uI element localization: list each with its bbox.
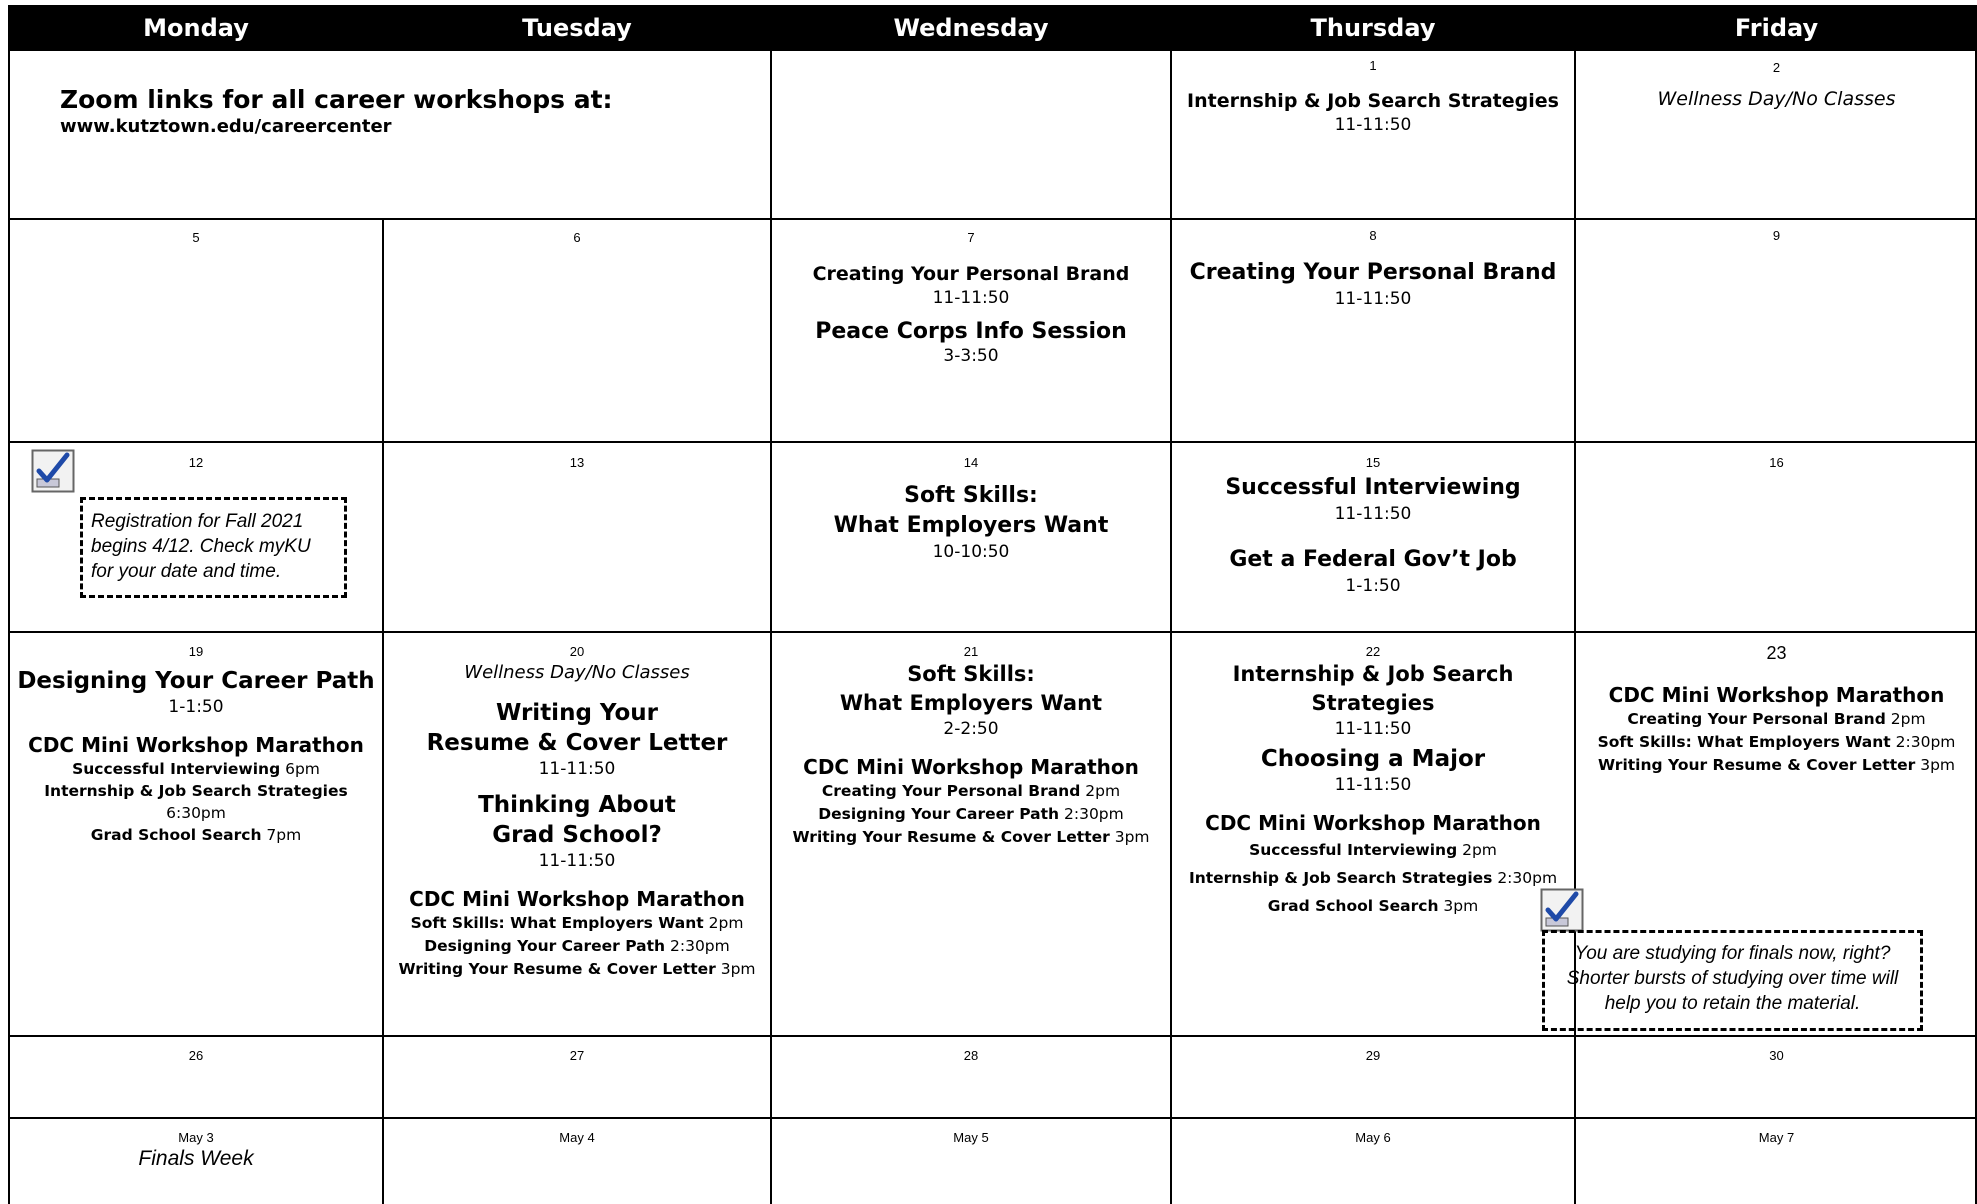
day-number: 8 <box>1369 228 1377 243</box>
day-number: 30 <box>1769 1048 1784 1063</box>
event-title: Internship & Job Search Strategies <box>1187 90 1559 112</box>
header-monday: Monday <box>143 14 249 42</box>
zoom-url[interactable]: www.kutztown.edu/careercenter <box>60 116 392 137</box>
event-time: 11-11:50 <box>1334 775 1412 795</box>
event-title: Designing Your Career Path <box>17 668 375 694</box>
event-title: Internship & Job Search Strategies <box>1232 662 1514 715</box>
day-note: Wellness Day/No Classes <box>464 662 690 683</box>
header-thursday: Thursday <box>1310 14 1436 42</box>
day-number: 29 <box>1365 1048 1381 1063</box>
marathon-item: Internship & Job Search Strategies <box>44 782 348 800</box>
marathon-title: CDC Mini Workshop Marathon <box>1205 811 1541 835</box>
event-title: Soft Skills: <box>907 662 1035 686</box>
event-title: Creating Your Personal Brand <box>812 263 1130 285</box>
event-title: What Employers Want <box>833 513 1109 538</box>
marathon-item: Writing Your Resume & Cover Letter 3pm <box>792 828 1150 846</box>
marathon-item: Writing Your Resume & Cover Letter 3pm <box>1597 756 1956 774</box>
day-cell-1 <box>1172 58 1574 218</box>
day-number: 28 <box>963 1048 979 1063</box>
event-title: Choosing a Major <box>1260 746 1486 772</box>
event-time: 11-11:50 <box>1334 289 1412 309</box>
marathon-title: CDC Mini Workshop Marathon <box>1608 683 1945 707</box>
day-number: 7 <box>967 230 975 245</box>
event-title: Writing Your <box>496 700 658 726</box>
day-cell-2 <box>1576 58 1977 218</box>
event-title: Resume & Cover Letter <box>426 730 728 756</box>
day-cell-may-5 <box>772 1130 1170 1204</box>
marathon-item: Writing Your Resume & Cover Letter 3pm <box>398 960 756 978</box>
day-number: May 4 <box>559 1130 595 1145</box>
event-time: 11-11:50 <box>538 851 616 871</box>
event-title: What Employers Want <box>839 691 1103 715</box>
day-number: 1 <box>1369 58 1377 73</box>
finals-study-note: You are studying for finals now, right? Shorter bursts of studying over time will help you to retain the material. <box>1542 930 1923 1031</box>
header-friday: Friday <box>1734 14 1819 42</box>
day-cell-12 <box>10 455 382 471</box>
event-time: 10-10:50 <box>932 542 1010 562</box>
event-time: 11-11:50 <box>1334 504 1412 524</box>
marathon-item: Soft Skills: What Employers Want 2:30pm <box>1597 733 1956 751</box>
marathon-item: Successful Interviewing 6pm <box>72 760 320 778</box>
event-title: Peace Corps Info Session <box>815 319 1127 344</box>
marathon-item: Designing Your Career Path 2:30pm <box>424 937 730 955</box>
day-cell-may-4 <box>384 1130 770 1204</box>
day-number: 5 <box>192 230 200 245</box>
marathon-title: CDC Mini Workshop Marathon <box>803 755 1139 779</box>
header-wednesday: Wednesday <box>893 14 1049 42</box>
marathon-item: Creating Your Personal Brand 2pm <box>821 782 1121 800</box>
day-number: 23 <box>1766 643 1787 663</box>
day-number: 6 <box>573 230 581 245</box>
event-time: 1-1:50 <box>1345 576 1401 596</box>
day-cell-may-7 <box>1576 1130 1977 1204</box>
marathon-item-time: 6:30pm <box>166 804 226 822</box>
event-time: 3-3:50 <box>943 346 999 366</box>
day-number: 22 <box>1365 644 1381 659</box>
day-number: 19 <box>188 644 204 659</box>
day-cell-may-6 <box>1172 1130 1574 1204</box>
event-time: 11-11:50 <box>1334 115 1412 135</box>
day-note: Finals Week <box>138 1147 254 1170</box>
day-number: 9 <box>1772 228 1781 243</box>
day-number: 14 <box>963 455 979 470</box>
day-number: 27 <box>569 1048 585 1063</box>
day-number: 15 <box>1365 455 1381 470</box>
day-number: 12 <box>188 455 204 470</box>
event-time: 11-11:50 <box>538 759 616 779</box>
day-number: May 7 <box>1758 1130 1795 1145</box>
event-title: Grad School? <box>492 822 662 848</box>
day-note: Wellness Day/No Classes <box>1657 88 1896 110</box>
marathon-title: CDC Mini Workshop Marathon <box>28 733 364 757</box>
event-title: Successful Interviewing <box>1225 475 1521 500</box>
event-time: 11-11:50 <box>932 288 1010 308</box>
day-number: May 5 <box>953 1130 989 1145</box>
row-divider <box>10 218 1977 220</box>
checkmark-icon <box>1540 888 1584 932</box>
event-title: Thinking About <box>478 792 676 818</box>
marathon-title: CDC Mini Workshop Marathon <box>409 887 745 911</box>
day-number: 21 <box>963 644 979 659</box>
day-number: 26 <box>188 1048 204 1063</box>
day-number: 13 <box>569 455 585 470</box>
event-time: 11-11:50 <box>1334 719 1412 739</box>
day-number: 20 <box>569 644 585 659</box>
event-title: Soft Skills: <box>904 483 1038 508</box>
zoom-title: Zoom links for all career workshops at: <box>60 85 613 114</box>
day-number: 16 <box>1769 455 1784 470</box>
header-tuesday: Tuesday <box>522 14 632 42</box>
day-number: May 6 <box>1355 1130 1391 1145</box>
marathon-item: Grad School Search 7pm <box>90 826 302 844</box>
event-time: 1-1:50 <box>168 697 224 717</box>
marathon-item: Soft Skills: What Employers Want 2pm <box>410 914 744 932</box>
event-title: Get a Federal Gov’t Job <box>1229 547 1517 572</box>
zoom-info <box>60 84 613 138</box>
registration-note: Registration for Fall 2021 begins 4/12. Check myKU for your date and time. <box>80 497 347 598</box>
day-number: 2 <box>1772 60 1781 75</box>
event-title: Creating Your Personal Brand <box>1189 260 1557 285</box>
day-number: May 3 <box>178 1130 214 1145</box>
marathon-item: Creating Your Personal Brand 2pm <box>1627 710 1926 728</box>
event-time: 2-2:50 <box>943 719 999 739</box>
marathon-item: Successful Interviewing 2pm <box>1249 841 1497 859</box>
day-cell-may-3 <box>10 1130 382 1204</box>
marathon-item: Designing Your Career Path 2:30pm <box>818 805 1124 823</box>
marathon-item: Internship & Job Search Strategies 2:30pm <box>1188 869 1558 887</box>
marathon-item: Grad School Search 3pm <box>1267 897 1479 915</box>
